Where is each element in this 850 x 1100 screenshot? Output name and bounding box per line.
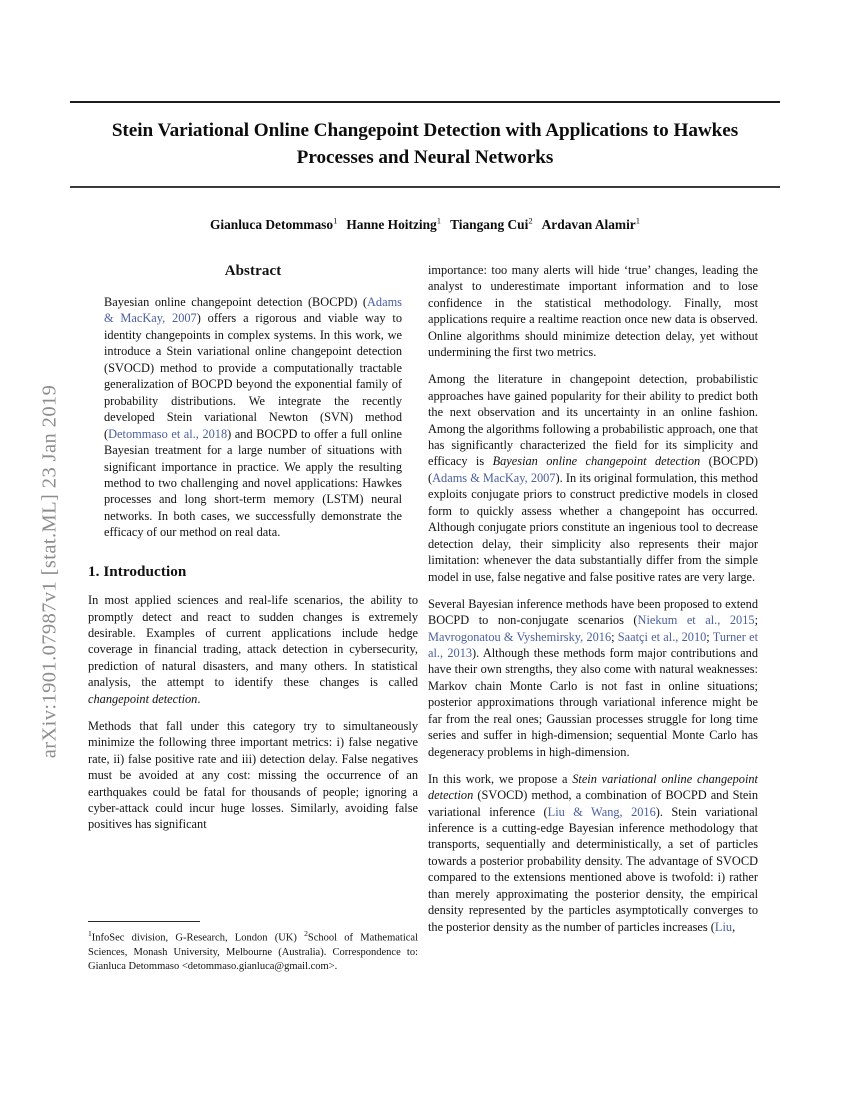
body-text: School of Mathematical Sciences, Monash University, Melbourne (Australia). Correspondence to: Gianluca Detommaso <detommaso.gianluca@gmail.com>.	[88, 932, 418, 972]
body-text: In most applied sciences and real-life scenarios, the ability to promptly detect and react to sudden changes is extremely desirable. Examples of current applications include hedge coverage in financial trading, attack detection in cybersecurity, prediction of natural disasters, and many others. In statistical analysis, the attempt to identify these changes is called	[88, 593, 418, 690]
emphasis-text: Stein variational online changepoint detection	[428, 771, 758, 803]
author-name: Hanne Hoitzing$^1$	[346, 216, 442, 233]
body-text: Several Bayesian inference methods have been proposed to extend BOCPD to non-conjugate scenarios (	[428, 596, 758, 628]
paragraph	[88, 592, 418, 707]
header-rule-top	[70, 101, 780, 103]
introduction-body	[88, 592, 418, 833]
body-text: Methods that fall under this category try to simultaneously minimize the following three important metrics: i) false negative rate, ii) false positive rate and iii) detection delay. False negatives must be avoided at any cost: missing the occurrence of an earthquakes could be fatal for thousands of people; ignoring a cyber-attack could incur huge losses. Similarly, avoiding false positives has significant	[88, 718, 418, 832]
body-text: ;	[706, 629, 713, 644]
body-text: Among the literature in changepoint detection, probabilistic approaches have gained popularity for their ability to predict both the next observation and its uncertainty in an online fashion. Among the algorithms following a probabilistic approach, one that has significantly characterized the field for its simplicity and efficacy is	[428, 372, 758, 469]
footnote-text	[88, 929, 418, 974]
header-rule-bottom	[70, 186, 780, 188]
citation-link[interactable]: Detommaso et al., 2018	[108, 426, 228, 441]
paragraph	[428, 262, 758, 361]
paper-page	[70, 0, 780, 1100]
body-text: .	[197, 691, 201, 706]
body-text: ). Although these methods form major contributions and have their own strengths, they also come with natural weaknesses: Markov chain Monte Carlo is not fast in online situations; posterior approximations through variational inference might be far from the real ones; Gaussian processes struggle for long time series and suffer in high-dimension; sequential Monte Carlo has degeneracy problems in high-dimension.	[428, 645, 758, 759]
citation-link[interactable]: Liu & Wang, 2016	[547, 804, 656, 819]
author-affiliation-mark: 1	[635, 216, 641, 226]
abstract-paragraph	[104, 294, 402, 541]
body-text: ;	[754, 613, 758, 628]
body-text: ) offers a rigorous and viable way to identity changepoints in complex systems. In this work, we introduce a Stein variational online changepoint detection (SVOCD) method to provide a computationally tractable generalization of BOCPD beyond the exponential family of probability distributions. We integrate the recently developed Stein variational Newton (SVN) method (	[104, 311, 402, 441]
body-text: In this work, we propose a	[428, 771, 573, 786]
body-text: Bayesian online changepoint detection (BOCPD) (	[104, 294, 368, 309]
body-text: ,	[732, 919, 736, 934]
paragraph	[428, 371, 758, 585]
footnote-mark: 1	[88, 929, 92, 938]
abstract-body	[104, 294, 402, 541]
author-name: Ardavan Alamir$^1$	[541, 216, 641, 233]
body-text: ) and BOCPD to offer a full online Bayesian treatment for a large number of situations with significant importance in practice. We apply the resulting method to two challenging and novel applications: Hawkes processes and long short-term memory (LSTM) neural networks. In both cases, we successfully demonstrate the efficacy of our method on real data.	[104, 426, 402, 540]
citation-link[interactable]: Mavrogonatou & Vyshemirsky, 2016	[428, 629, 612, 644]
body-text: ;	[611, 629, 618, 644]
author-name: Tiangang Cui$^2$	[450, 216, 533, 233]
emphasis-text: Bayesian online changepoint detection	[492, 454, 701, 469]
footnote-rule	[88, 921, 200, 922]
arxiv-stamp	[0, 0, 70, 1100]
citation-link[interactable]: Adams & MacKay, 2007	[104, 294, 402, 326]
column-right	[428, 262, 758, 946]
author-list	[70, 216, 780, 233]
body-text: (SVOCD) method, a combination of BOCPD and Stein variational inference (	[428, 788, 758, 819]
abstract-heading: Abstract	[224, 263, 282, 279]
page-title: Stein Variational Online Changepoint Detection with Applications to Hawkes Processes and Neural Networks	[111, 120, 739, 169]
footnote	[88, 921, 418, 974]
author-affiliation-mark: 1	[436, 216, 442, 226]
body-text: importance: too many alerts will hide ‘true’ changes, leading the analyst to underestimate important information and to lose confidence in the statistical methodology. Finally, most applications require a realtime reaction once new data is observed. Online algorithms should minimize detection delay, yet without undermining the first two metrics.	[428, 263, 758, 360]
body-text: InfoSec division, G-Research, London (UK)	[91, 932, 305, 944]
body-text: (BOCPD) (	[428, 454, 759, 485]
body-text: ). Stein variational inference is a cutting-edge Bayesian inference methodology that transports, sequentially and deterministically, a set of particles towards a posterior probability density. The advantage of SVOCD compared to the extensions mentioned above is twofold: i) rather than merely approximating the posterior density, the empirical density represented by the particles asymptotically converges to the posterior density as the number of particles increases (	[428, 804, 758, 934]
footnote-mark: 2	[304, 929, 308, 938]
body-text: ). In its original formulation, this method exploits conjugate priors to construct predictive models in closed form to quickly assess whether a changepoint has occurred. Although conjugate priors constitute an ingenious tool to decrease detection delay, their simplicity also represents their major limitation: whenever the data substantially differ from the simple model in use, false negative and false positive rates are very large.	[428, 470, 758, 584]
author-name: Gianluca Detommaso$^1$	[209, 216, 338, 233]
section-heading-introduction: 1. Introduction	[88, 562, 187, 580]
citation-link[interactable]: Niekum et al., 2015	[637, 613, 755, 628]
citation-link[interactable]: Turner et al., 2013	[428, 629, 759, 660]
author-affiliation-mark: 2	[528, 216, 533, 226]
emphasis-text: changepoint detection	[88, 691, 198, 706]
arxiv-stamp-text: arXiv:1901.07987v1 [stat.ML] 23 Jan 2019	[38, 384, 61, 759]
author-affiliation-mark: 1	[333, 216, 338, 226]
right-column-body	[428, 262, 758, 935]
citation-link[interactable]: Liu	[714, 919, 733, 934]
paragraph	[428, 596, 758, 761]
paragraph	[428, 771, 758, 936]
paragraph	[88, 718, 418, 833]
column-left	[88, 262, 418, 843]
citation-link[interactable]: Adams & MacKay, 2007	[432, 470, 556, 485]
citation-link[interactable]: Saatçi et al., 2010	[617, 629, 707, 644]
